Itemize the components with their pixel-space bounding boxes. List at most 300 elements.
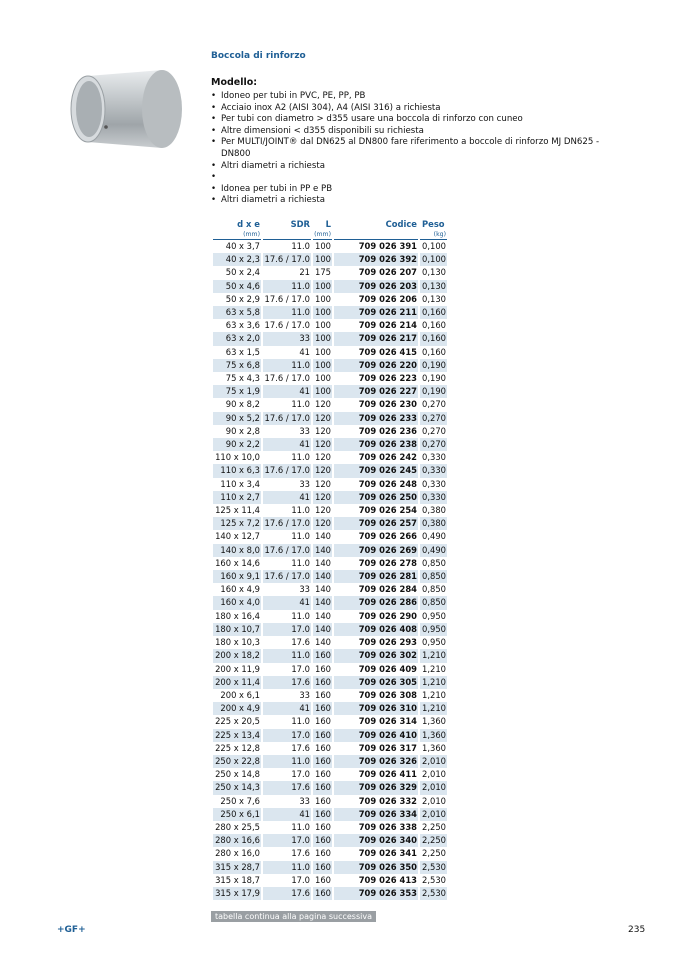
page-number: 235	[628, 925, 646, 935]
table-row	[213, 702, 447, 715]
cell-weight: 1,360	[420, 729, 447, 742]
table-row	[213, 332, 447, 345]
cell-sdr: 17.6 / 17.0	[264, 320, 310, 331]
table-row	[213, 861, 447, 874]
cell-length: 100	[315, 373, 331, 384]
table-row	[213, 636, 447, 649]
table-row	[213, 874, 447, 887]
cell-weight: 2,530	[422, 874, 446, 885]
cell-code: 709 026 227	[334, 385, 418, 398]
cell-sdr: 17.6	[291, 742, 310, 753]
table-row	[213, 570, 447, 583]
table-row	[213, 610, 447, 623]
reinforcement-bush-image	[66, 62, 184, 152]
table-row	[213, 689, 447, 702]
cell-code: 709 026 302	[334, 649, 418, 662]
cell-weight: 0,330	[420, 464, 447, 477]
cell-weight: 1,210	[422, 689, 446, 700]
cell-dxe: 160 x 4,0	[213, 596, 261, 609]
cell-sdr: 11.0	[263, 861, 311, 874]
cell-code: 709 026 245	[334, 464, 418, 477]
cell-length: 160	[313, 702, 332, 715]
cell-length: 140	[315, 557, 331, 568]
cell-sdr: 17.6	[291, 848, 310, 859]
cell-weight: 2,250	[422, 848, 446, 859]
cell-sdr: 17.6 / 17.0	[263, 253, 311, 266]
cell-sdr: 17.6 / 17.0	[264, 293, 310, 304]
feature-item: • Idoneo per tubi in PVC, PE, PP, PB	[211, 91, 621, 103]
cell-sdr: 11.0	[291, 505, 310, 516]
cell-sdr: 17.0	[291, 874, 310, 885]
cell-code: 709 026 392	[334, 253, 418, 266]
cell-weight: 1,210	[420, 649, 447, 662]
cell-code: 709 026 314	[358, 716, 417, 727]
col-unit-weight: (kg)	[420, 230, 447, 240]
cell-code: 709 026 269	[334, 544, 418, 557]
cell-code: 709 026 310	[334, 702, 418, 715]
cell-dxe: 63 x 1,5	[225, 346, 260, 357]
cell-length: 120	[313, 517, 332, 530]
cell-sdr: 33	[263, 332, 311, 345]
cell-length: 100	[313, 332, 332, 345]
cell-code: 709 026 410	[334, 729, 418, 742]
cell-length: 160	[313, 861, 332, 874]
cell-length: 160	[315, 689, 331, 700]
cell-length: 100	[313, 253, 332, 266]
cell-dxe: 180 x 10,7	[213, 623, 261, 636]
cell-length: 160	[313, 649, 332, 662]
cell-dxe: 50 x 2,9	[225, 293, 260, 304]
cell-sdr: 33	[299, 425, 310, 436]
cell-weight: 1,210	[422, 663, 446, 674]
cell-code: 709 026 238	[334, 438, 418, 451]
feature-item: • Idonea per tubi in PP e PB	[211, 184, 621, 196]
cell-weight: 1,360	[422, 716, 446, 727]
cell-sdr: 11.0	[291, 821, 310, 832]
cell-weight: 0,190	[420, 385, 447, 398]
cell-code: 709 026 391	[358, 241, 417, 251]
cell-code: 709 026 254	[358, 505, 417, 516]
cell-code: 709 026 236	[358, 425, 417, 436]
cell-code: 709 026 206	[358, 293, 417, 304]
cell-sdr: 17.6 / 17.0	[263, 464, 311, 477]
cell-length: 160	[315, 716, 331, 727]
cell-code: 709 026 332	[358, 795, 417, 806]
cell-code: 709 026 286	[334, 596, 418, 609]
cell-length: 160	[315, 874, 331, 885]
cell-dxe: 225 x 13,4	[213, 729, 261, 742]
cell-weight: 1,360	[422, 742, 446, 753]
cell-weight: 0,950	[422, 610, 446, 621]
cell-length: 140	[313, 623, 332, 636]
cell-sdr: 33	[299, 478, 310, 489]
cell-weight: 2,010	[420, 755, 447, 768]
cell-sdr: 41	[299, 346, 310, 357]
cell-code: 709 026 338	[358, 821, 417, 832]
cell-length: 100	[313, 306, 332, 319]
col-header-dxe: d x e	[237, 219, 260, 229]
cell-length: 140	[315, 637, 331, 648]
cell-weight: 0,330	[420, 491, 447, 504]
cell-dxe: 75 x 6,8	[213, 359, 261, 372]
cell-dxe: 75 x 4,3	[225, 373, 260, 384]
cell-sdr: 17.6 / 17.0	[263, 544, 311, 557]
cell-length: 120	[315, 478, 331, 489]
cell-dxe: 315 x 17,9	[213, 887, 261, 900]
cell-length: 175	[315, 267, 331, 278]
page-title: Boccola di rinforzo	[211, 51, 306, 61]
cell-weight: 2,250	[420, 834, 447, 847]
cell-dxe: 40 x 2,3	[213, 253, 261, 266]
continuation-note: tabella continua alla pagina successiva	[211, 911, 376, 922]
table-row	[213, 768, 447, 781]
cell-length: 160	[313, 755, 332, 768]
cell-weight: 0,850	[422, 584, 446, 595]
table-row	[213, 544, 447, 557]
cell-sdr: 11.0	[291, 452, 310, 463]
cell-code: 709 026 250	[334, 491, 418, 504]
cell-length: 100	[313, 385, 332, 398]
cell-weight: 0,130	[422, 267, 446, 278]
cell-weight: 0,160	[422, 320, 446, 331]
cell-length: 160	[315, 742, 331, 753]
cell-code: 709 026 214	[358, 320, 417, 331]
feature-item: • Altre dimensioni < d355 disponibili su richiesta	[211, 126, 621, 138]
cell-weight: 0,270	[420, 438, 447, 451]
table-row	[213, 372, 447, 385]
cell-weight: 0,490	[422, 531, 446, 542]
cell-length: 120	[313, 491, 332, 504]
cell-length: 160	[313, 729, 332, 742]
cell-dxe: 160 x 4,9	[220, 584, 260, 595]
cell-code: 709 026 248	[358, 478, 417, 489]
cell-length: 160	[315, 795, 331, 806]
cell-dxe: 250 x 7,6	[220, 795, 260, 806]
cell-dxe: 90 x 8,2	[225, 399, 260, 410]
cell-code: 709 026 334	[334, 808, 418, 821]
cell-sdr: 17.6	[291, 637, 310, 648]
cell-length: 160	[313, 887, 332, 900]
table-row	[213, 412, 447, 425]
cell-length: 100	[313, 280, 332, 293]
cell-dxe: 110 x 6,3	[213, 464, 261, 477]
table-row	[213, 280, 447, 293]
cell-length: 100	[315, 293, 331, 304]
table-row	[213, 253, 447, 266]
cell-length: 140	[313, 596, 332, 609]
cell-sdr: 11.0	[263, 280, 311, 293]
cell-code: 709 026 233	[334, 412, 418, 425]
cell-code: 709 026 220	[334, 359, 418, 372]
cell-weight: 0,270	[420, 412, 447, 425]
cell-code: 709 026 266	[358, 531, 417, 542]
table-row	[213, 398, 447, 411]
cell-dxe: 40 x 3,7	[225, 241, 260, 251]
cell-weight: 0,270	[422, 399, 446, 410]
cell-code: 709 026 340	[334, 834, 418, 847]
cell-code: 709 026 203	[334, 280, 418, 293]
cell-sdr: 11.0	[263, 306, 311, 319]
cell-code: 709 026 308	[358, 689, 417, 700]
table-row	[213, 491, 447, 504]
col-unit-sdr	[263, 230, 311, 240]
cell-weight: 0,380	[422, 505, 446, 516]
cell-dxe: 280 x 16,6	[213, 834, 261, 847]
cell-sdr: 41	[263, 438, 311, 451]
cell-sdr: 17.6 / 17.0	[263, 570, 311, 583]
feature-item	[211, 172, 621, 184]
cell-weight: 2,010	[420, 781, 447, 794]
cell-sdr: 17.6 / 17.0	[264, 373, 310, 384]
table-row	[213, 663, 447, 676]
cell-dxe: 63 x 5,8	[213, 306, 261, 319]
table-row	[213, 729, 447, 742]
table-row	[213, 293, 447, 306]
cell-sdr: 41	[263, 596, 311, 609]
col-header-sdr: SDR	[290, 219, 310, 229]
cell-weight: 0,380	[420, 517, 447, 530]
cell-code: 709 026 290	[358, 610, 417, 621]
cell-code: 709 026 284	[358, 584, 417, 595]
table-row	[213, 240, 447, 253]
col-header-l: L	[325, 219, 331, 229]
col-header-code: Codice	[385, 219, 417, 229]
cell-weight: 0,850	[422, 557, 446, 568]
cell-dxe: 250 x 6,1	[213, 808, 261, 821]
cell-dxe: 200 x 6,1	[220, 689, 260, 700]
cell-dxe: 280 x 16,0	[215, 848, 260, 859]
cell-length: 160	[313, 781, 332, 794]
cell-code: 709 026 341	[358, 848, 417, 859]
cell-code: 709 026 409	[358, 663, 417, 674]
cell-code: 709 026 353	[334, 887, 418, 900]
cell-code: 709 026 211	[334, 306, 418, 319]
cell-length: 100	[315, 346, 331, 357]
cell-weight: 0,160	[422, 346, 446, 357]
cell-length: 160	[313, 676, 332, 689]
cell-dxe: 180 x 16,4	[215, 610, 260, 621]
table-row	[213, 834, 447, 847]
cell-length: 100	[313, 359, 332, 372]
table-row	[213, 795, 447, 808]
cell-dxe: 180 x 10,3	[215, 637, 260, 648]
cell-dxe: 63 x 3,6	[225, 320, 260, 331]
col-unit-l: (mm)	[314, 231, 331, 238]
cell-dxe: 315 x 28,7	[213, 861, 261, 874]
cell-weight: 0,330	[422, 478, 446, 489]
cell-sdr: 17.6	[263, 781, 311, 794]
col-header-weight: Peso	[422, 219, 445, 229]
cell-dxe: 225 x 20,5	[215, 716, 260, 727]
table-row	[213, 557, 447, 570]
cell-sdr: 17.6	[263, 676, 311, 689]
cell-sdr: 21	[299, 267, 310, 278]
col-unit-dxe: (mm)	[213, 230, 261, 240]
cell-dxe: 90 x 2,8	[225, 425, 260, 436]
cell-weight: 1,210	[420, 702, 447, 715]
cell-sdr: 11.0	[291, 716, 310, 727]
cell-length: 120	[313, 464, 332, 477]
cell-sdr: 11.0	[291, 557, 310, 568]
cell-code: 709 026 281	[334, 570, 418, 583]
cell-length: 120	[313, 438, 332, 451]
brand-logo: +GF+	[57, 925, 86, 935]
cell-length: 120	[313, 412, 332, 425]
cell-weight: 0,130	[420, 280, 447, 293]
cell-length: 120	[315, 425, 331, 436]
cell-weight: 0,160	[420, 332, 447, 345]
cell-length: 160	[313, 834, 332, 847]
cell-code: 709 026 242	[358, 452, 417, 463]
cell-length: 100	[315, 241, 331, 251]
feature-list	[211, 91, 621, 207]
cell-sdr: 17.6 / 17.0	[263, 412, 311, 425]
cell-code: 709 026 326	[334, 755, 418, 768]
cell-dxe: 90 x 2,2	[213, 438, 261, 451]
table-row	[213, 623, 447, 636]
cell-sdr: 41	[263, 702, 311, 715]
table-row	[213, 425, 447, 438]
cell-sdr: 17.0	[291, 663, 310, 674]
cell-weight: 0,950	[420, 623, 447, 636]
table-row	[213, 649, 447, 662]
table-row	[213, 742, 447, 755]
cell-dxe: 280 x 25,5	[215, 821, 260, 832]
cell-code: 709 026 257	[334, 517, 418, 530]
table-row	[213, 464, 447, 477]
cell-weight: 0,850	[420, 596, 447, 609]
feature-item: • Acciaio inox A2 (AISI 304), A4 (AISI 316) a richiesta	[211, 103, 621, 115]
table-row	[213, 596, 447, 609]
cell-length: 140	[315, 610, 331, 621]
table-row	[213, 847, 447, 860]
table-row	[213, 808, 447, 821]
cell-length: 140	[315, 584, 331, 595]
cell-weight: 2,010	[420, 808, 447, 821]
cell-weight: 0,190	[420, 359, 447, 372]
cell-dxe: 63 x 2,0	[213, 332, 261, 345]
cell-dxe: 125 x 7,2	[213, 517, 261, 530]
cell-sdr: 17.0	[263, 729, 311, 742]
cell-length: 100	[315, 320, 331, 331]
cell-sdr: 11.0	[263, 359, 311, 372]
table-row	[213, 478, 447, 491]
table-row	[213, 319, 447, 332]
cell-sdr: 17.6	[263, 887, 311, 900]
product-table	[211, 218, 449, 900]
cell-code: 709 026 278	[358, 557, 417, 568]
cell-length: 140	[313, 544, 332, 557]
cell-dxe: 250 x 14,8	[215, 769, 260, 780]
cell-sdr: 41	[263, 385, 311, 398]
cell-sdr: 11.0	[291, 399, 310, 410]
table-row	[213, 438, 447, 451]
cell-length: 160	[315, 663, 331, 674]
cell-sdr: 41	[263, 808, 311, 821]
cell-weight: 1,210	[420, 676, 447, 689]
cell-dxe: 200 x 11,4	[213, 676, 261, 689]
cell-sdr: 33	[299, 689, 310, 700]
cell-length: 140	[315, 531, 331, 542]
cell-length: 160	[315, 821, 331, 832]
cell-sdr: 11.0	[291, 610, 310, 621]
table-row	[213, 504, 447, 517]
cell-code: 709 026 329	[334, 781, 418, 794]
cell-weight: 0,160	[420, 306, 447, 319]
cell-dxe: 200 x 4,9	[213, 702, 261, 715]
cell-sdr: 11.0	[291, 241, 310, 251]
table-row	[213, 451, 447, 464]
feature-item: • Per tubi con diametro > d355 usare una boccola di rinforzo con cuneo	[211, 114, 621, 126]
cell-weight: 2,530	[420, 887, 447, 900]
cell-code: 709 026 293	[358, 637, 417, 648]
table-row	[213, 517, 447, 530]
table-row	[213, 781, 447, 794]
cell-code: 709 026 411	[358, 769, 417, 780]
cell-length: 120	[315, 452, 331, 463]
model-label: Modello:	[211, 77, 258, 88]
cell-code: 709 026 408	[334, 623, 418, 636]
cell-length: 160	[315, 769, 331, 780]
cell-sdr: 11.0	[263, 755, 311, 768]
cell-dxe: 90 x 5,2	[213, 412, 261, 425]
feature-item: • Altri diametri a richiesta	[211, 195, 621, 207]
feature-item: • Per MULTI/JOINT® dal DN625 al DN800 fare riferimento a boccole di rinforzo MJ DN625 - DN800	[211, 137, 621, 160]
cell-weight: 2,250	[422, 821, 446, 832]
cell-weight: 0,190	[422, 373, 446, 384]
table-row	[213, 887, 447, 900]
cell-sdr: 17.0	[263, 623, 311, 636]
cell-code: 709 026 230	[358, 399, 417, 410]
cell-sdr: 17.6 / 17.0	[263, 517, 311, 530]
cell-code: 709 026 223	[358, 373, 417, 384]
cell-weight: 0,100	[420, 253, 447, 266]
cell-dxe: 250 x 14,3	[213, 781, 261, 794]
cell-code: 709 026 317	[358, 742, 417, 753]
cell-weight: 2,010	[422, 795, 446, 806]
table-row	[213, 359, 447, 372]
cell-dxe: 160 x 14,6	[215, 557, 260, 568]
cell-weight: 0,130	[422, 293, 446, 304]
cell-weight: 0,850	[420, 570, 447, 583]
cell-weight: 0,330	[422, 452, 446, 463]
cell-length: 120	[315, 399, 331, 410]
cell-dxe: 160 x 9,1	[213, 570, 261, 583]
cell-dxe: 140 x 12,7	[215, 531, 260, 542]
cell-weight: 0,100	[422, 241, 446, 251]
cell-code: 709 026 413	[358, 874, 417, 885]
feature-item: • Altri diametri a richiesta	[211, 161, 621, 173]
table-row	[213, 306, 447, 319]
table-row	[213, 676, 447, 689]
table-row	[213, 385, 447, 398]
table-row	[213, 821, 447, 834]
cell-dxe: 110 x 10,0	[215, 452, 260, 463]
cell-sdr: 33	[299, 795, 310, 806]
table-row	[213, 583, 447, 596]
cell-length: 160	[315, 848, 331, 859]
cell-dxe: 110 x 3,4	[220, 478, 260, 489]
cell-dxe: 50 x 2,4	[225, 267, 260, 278]
cell-dxe: 75 x 1,9	[213, 385, 261, 398]
table-row	[213, 530, 447, 543]
cell-sdr: 17.0	[263, 834, 311, 847]
cell-sdr: 11.0	[263, 649, 311, 662]
cell-dxe: 200 x 11,9	[215, 663, 260, 674]
cell-dxe: 140 x 8,0	[213, 544, 261, 557]
cell-dxe: 50 x 4,6	[213, 280, 261, 293]
table-row	[213, 715, 447, 728]
